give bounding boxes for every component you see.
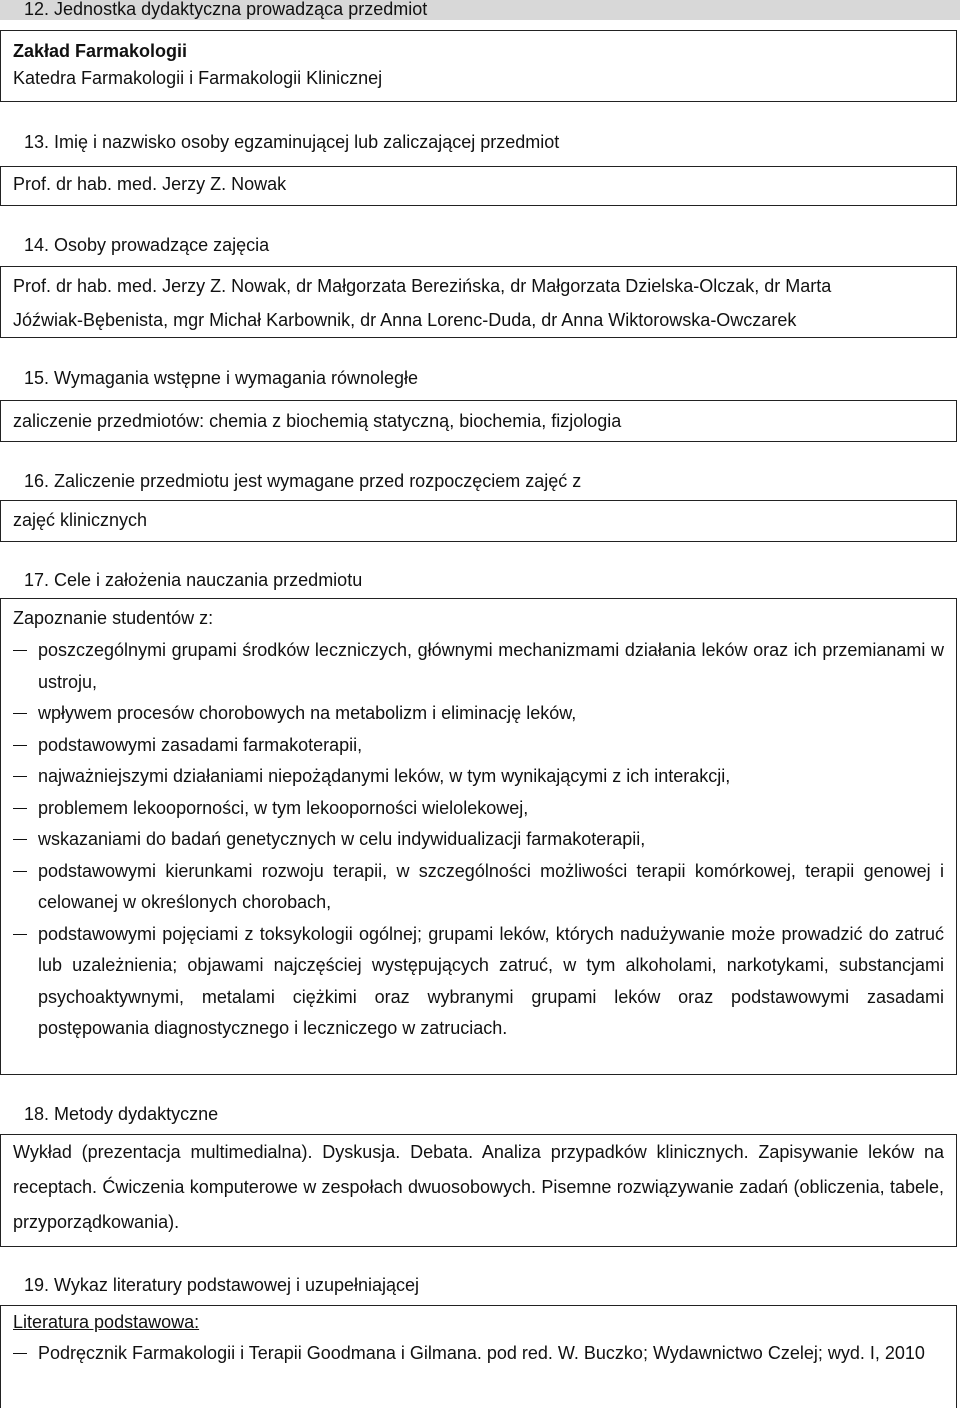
instructors-line-1: Prof. dr hab. med. Jerzy Z. Nowak, dr Małgorzata Berezińska, dr Małgorzata Dzielska-Olczak, dr Marta: [13, 276, 832, 296]
dash-icon: [13, 1353, 27, 1354]
section-12-box: [0, 30, 957, 102]
literature-item: Podręcznik Farmakologii i Terapii Goodmana i Gilmana. pod red. W. Buczko; Wydawnictwo Czelej; wyd. I, 2010: [13, 1338, 944, 1370]
section-14-heading: 14. Osoby prowadzące zajęcia: [24, 235, 270, 255]
section-16-box: [0, 500, 957, 542]
dash-icon: [13, 839, 27, 840]
section-18-box: [0, 1134, 957, 1247]
section-17-heading: 17. Cele i założenia nauczania przedmiotu: [24, 570, 363, 590]
goal-item: najważniejszymi działaniami niepożądanymi leków, w tym wynikającymi z ich interakcji,: [13, 761, 944, 793]
section-15-heading: 15. Wymagania wstępne i wymagania równoległe: [24, 368, 419, 388]
goal-item: problemem lekooporności, w tym lekooporności wielolekowej,: [13, 793, 944, 825]
goals-intro: Zapoznanie studentów z:: [13, 608, 214, 628]
literature-subheading: Literatura podstawowa:: [13, 1312, 200, 1332]
section-17-box: [0, 598, 957, 1075]
section-15-box: [0, 400, 957, 442]
section-13-box: [0, 166, 957, 206]
required-before: zajęć klinicznych: [13, 510, 148, 530]
dash-icon: [13, 776, 27, 777]
goal-item: poszczególnymi grupami środków leczniczych, głównymi mechanizmami działania leków oraz ich przemianami w ustroju,: [13, 635, 944, 698]
dash-icon: [13, 745, 27, 746]
dash-icon: [13, 934, 27, 935]
dash-icon: [13, 871, 27, 872]
goal-item: podstawowymi zasadami farmakoterapii,: [13, 730, 944, 762]
dash-icon: [13, 713, 27, 714]
examiner-name: Prof. dr hab. med. Jerzy Z. Nowak: [13, 174, 287, 194]
section-14-box: [0, 266, 957, 338]
department-name: Katedra Farmakologii i Farmakologii Klinicznej: [13, 68, 383, 88]
instructors-line-2: Jóźwiak-Bębenista, mgr Michał Karbownik, dr Anna Lorenc-Duda, dr Anna Wiktorowska-Owczarek: [13, 310, 797, 330]
section-19-heading: 19. Wykaz literatury podstawowej i uzupełniającej: [24, 1275, 420, 1295]
goal-item: podstawowymi pojęciami z toksykologii ogólnej; grupami leków, których nadużywanie może prowadzić do zatruć lub uzależnienia; objawami najczęściej występujących zatruć, w tym alkoholami, narkotykami, substancjami psychoaktywnymi, metalami ciężkimi oraz wybranymi grupami leków oraz podstawowymi zasadami postępowania diagnostycznego i leczniczego w zatruciach.: [13, 919, 944, 1045]
unit-name: Zakład Farmakologii: [13, 41, 188, 61]
dash-icon: [13, 650, 27, 651]
section-19-box: [0, 1305, 957, 1408]
dash-icon: [13, 808, 27, 809]
goal-item: wskazaniami do badań genetycznych w celu indywidualizacji farmakoterapii,: [13, 824, 944, 856]
section-12-heading: 12. Jednostka dydaktyczna prowadząca przedmiot: [0, 0, 960, 20]
goal-item: podstawowymi kierunkami rozwoju terapii, w szczególności możliwości terapii komórkowej, terapii genowej i celowanej w określonych chorobach,: [13, 856, 944, 919]
goal-item: wpływem procesów chorobowych na metabolizm i eliminację leków,: [13, 698, 944, 730]
prerequisites: zaliczenie przedmiotów: chemia z biochemią statyczną, biochemia, fizjologia: [13, 411, 622, 431]
section-18-heading: 18. Metody dydaktyczne: [24, 1104, 219, 1124]
teaching-methods: Wykład (prezentacja multimedialna). Dyskusja. Debata. Analiza przypadków klinicznych. Zapisywanie leków na receptach. Ćwiczenia komputerowe w zespołach dwuosobowych. Pisemne rozwiązywanie zadań (obliczenia, tabele, przyporządkowania).: [13, 1142, 944, 1232]
section-16-heading: 16. Zaliczenie przedmiotu jest wymagane przed rozpoczęciem zajęć z: [24, 471, 582, 491]
section-13-heading: 13. Imię i nazwisko osoby egzaminującej lub zaliczającej przedmiot: [24, 132, 560, 152]
